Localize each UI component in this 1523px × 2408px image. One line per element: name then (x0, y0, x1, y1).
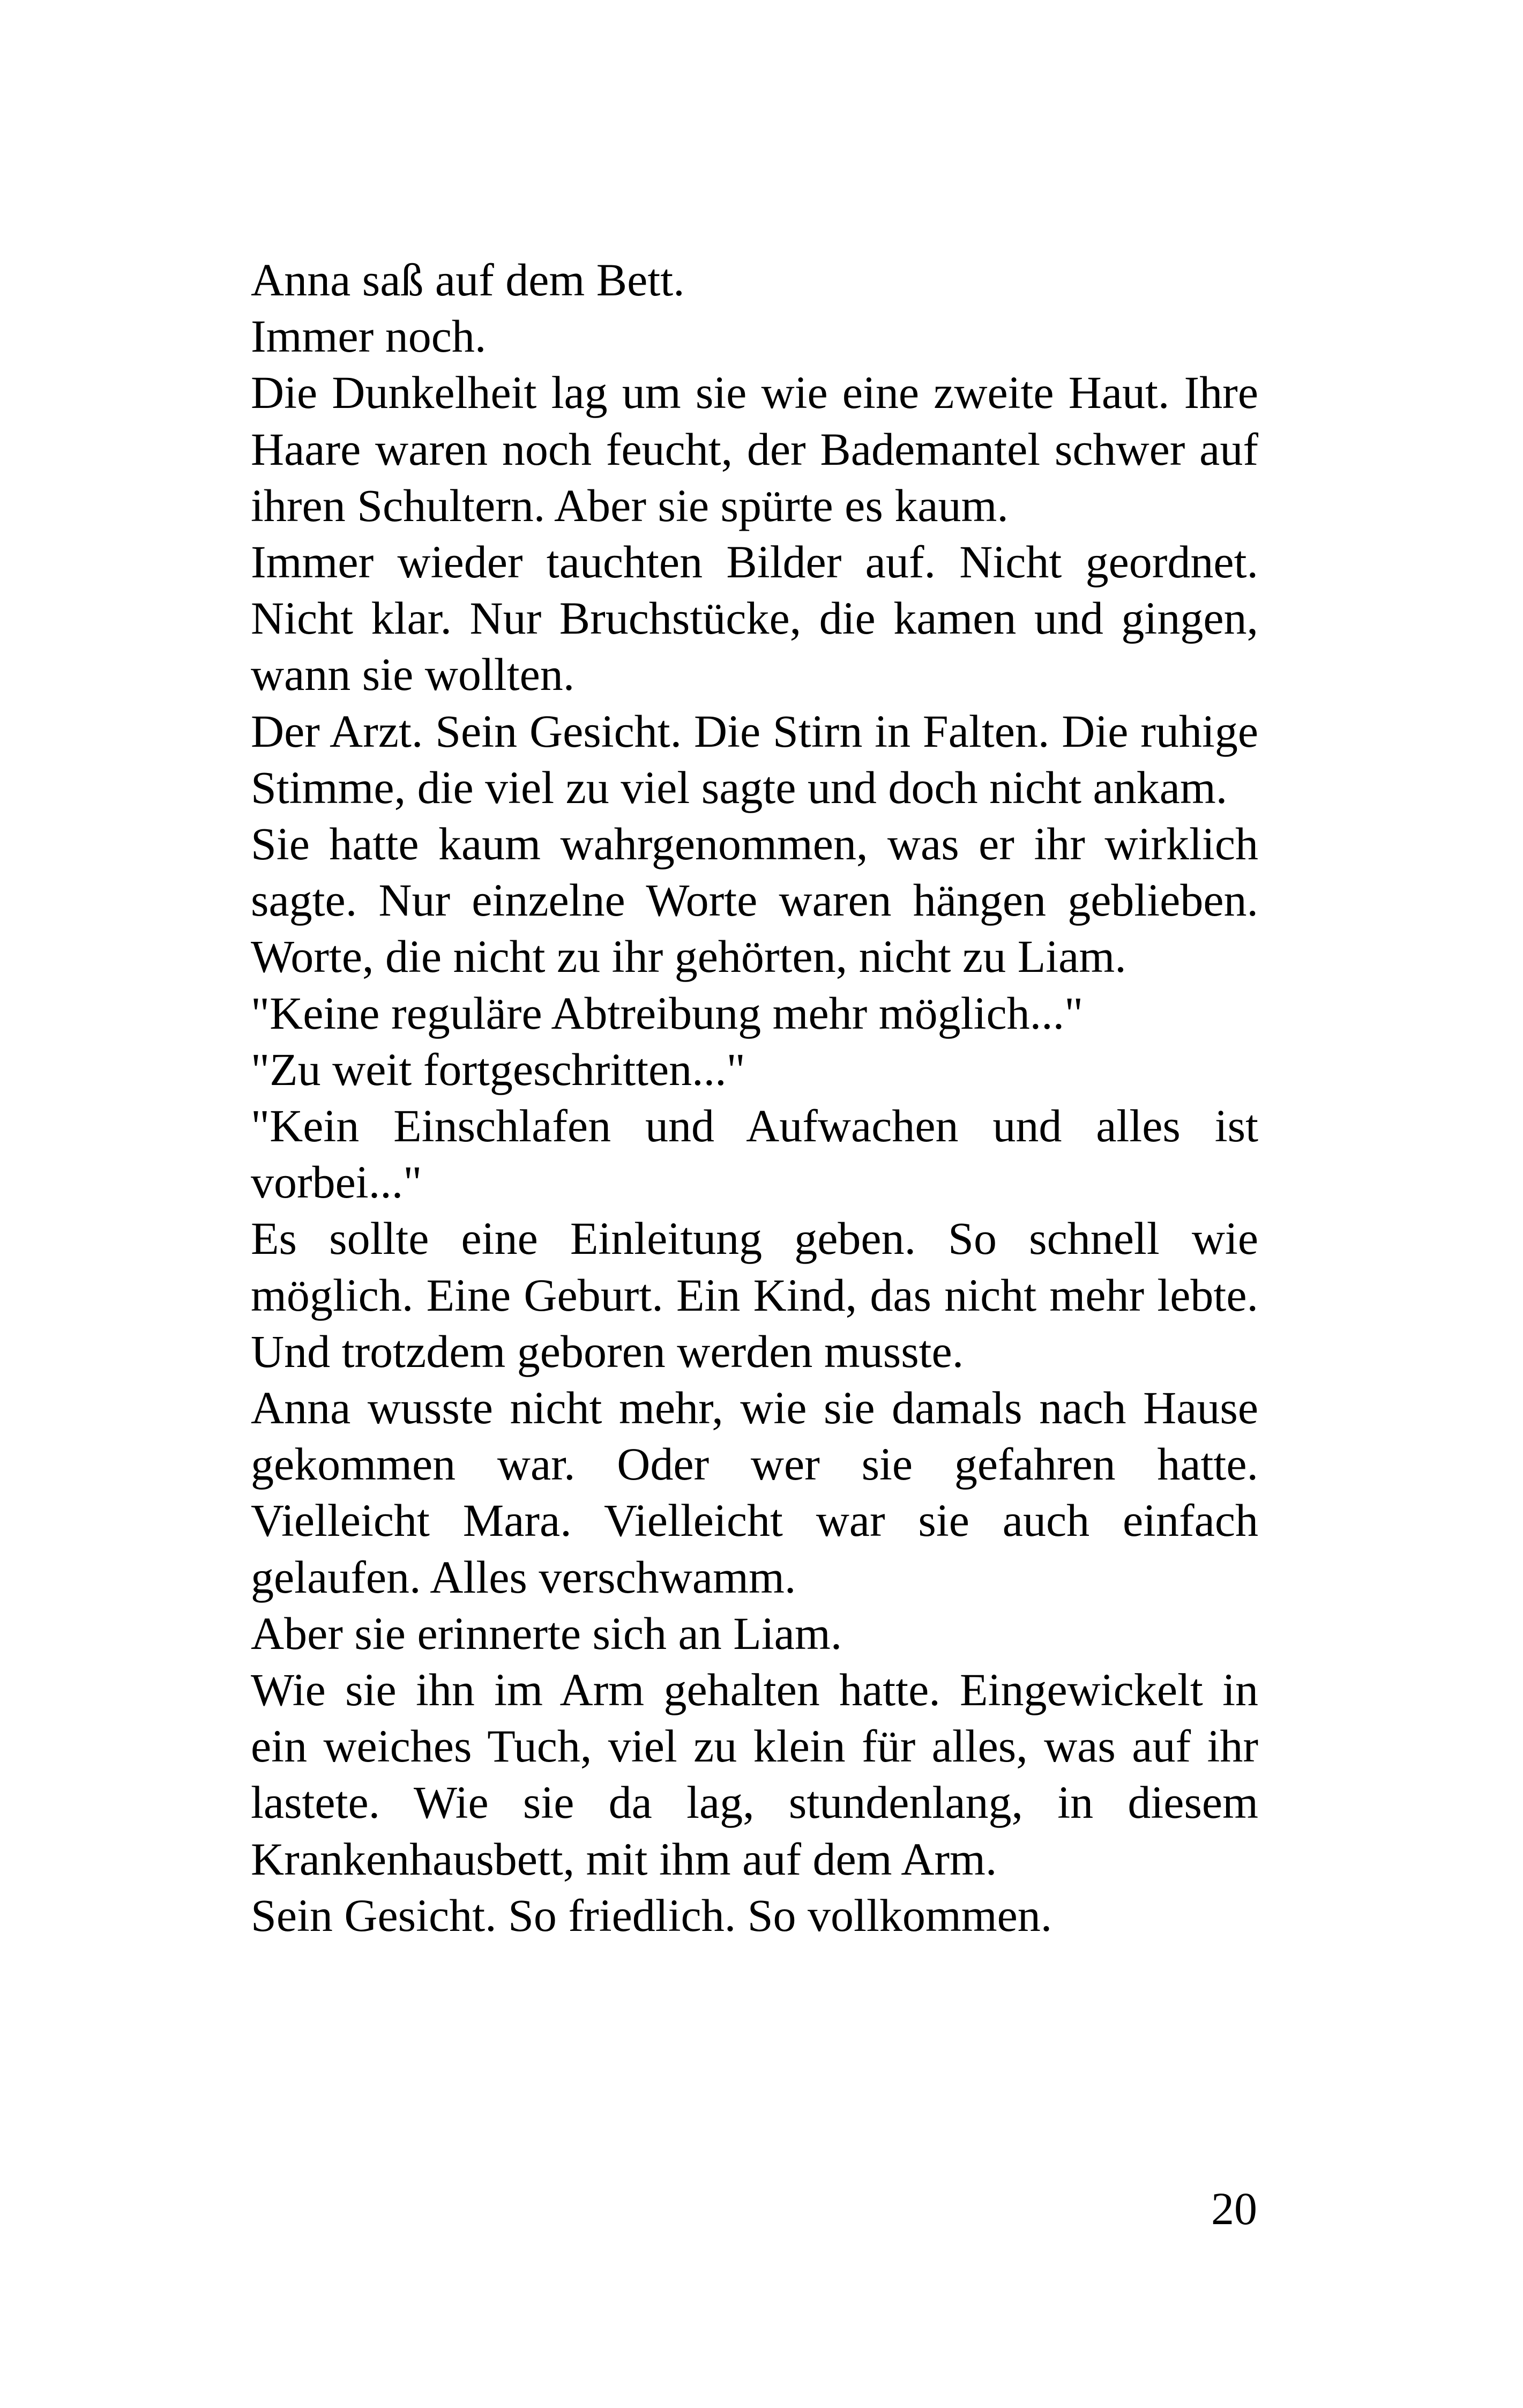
paragraph: "Kein Einschlafen und Aufwachen und alles ist vorbei..." (251, 1100, 1258, 1208)
paragraph: Der Arzt. Sein Gesicht. Die Stirn in Falten. Die ruhige Stimme, die viel zu viel sagte und doch nicht ankam. (251, 705, 1258, 813)
paragraph: Es sollte eine Einleitung geben. So schnell wie möglich. Eine Geburt. Ein Kind, das nicht mehr lebte. Und trotzdem geboren werden musste. (251, 1213, 1258, 1377)
paragraph: Anna wusste nicht mehr, wie sie damals nach Hause gekommen war. Oder wer sie gefahren hatte. Vielleicht Mara. Vielleicht war sie auch einfach gelaufen. Alles verschwamm. (251, 1382, 1258, 1603)
paragraph: "Zu weit fortgeschritten..." (251, 1043, 745, 1095)
paragraph: Wie sie ihn im Arm gehalten hatte. Eingewickelt in ein weiches Tuch, viel zu klein für alles, was auf ihr lastete. Wie sie da lag, stundenlang, in diesem Krankenhausbett, mit ihm auf dem Arm. (251, 1664, 1258, 1885)
page-number: 20 (1211, 2183, 1257, 2234)
paragraph: Aber sie erinnerte sich an Liam. (251, 1607, 842, 1659)
paragraph: "Keine reguläre Abtreibung mehr möglich..." (251, 987, 1084, 1039)
body-text (251, 252, 1258, 1944)
paragraph: Anna saß auf dem Bett. (251, 254, 685, 306)
paragraph: Immer wieder tauchten Bilder auf. Nicht geordnet. Nicht klar. Nur Bruchstücke, die kamen und gingen, wann sie wollten. (251, 536, 1258, 701)
paragraph: Die Dunkelheit lag um sie wie eine zweite Haut. Ihre Haare waren noch feucht, der Bademantel schwer auf ihren Schultern. Aber sie spürte es kaum. (251, 367, 1258, 531)
paragraph: Immer noch. (251, 310, 487, 362)
paragraph: Sie hatte kaum wahrgenommen, was er ihr wirklich sagte. Nur einzelne Worte waren hängen geblieben. Worte, die nicht zu ihr gehörten, nicht zu Liam. (251, 818, 1258, 983)
paragraph: Sein Gesicht. So friedlich. So vollkommen. (251, 1889, 1052, 1941)
